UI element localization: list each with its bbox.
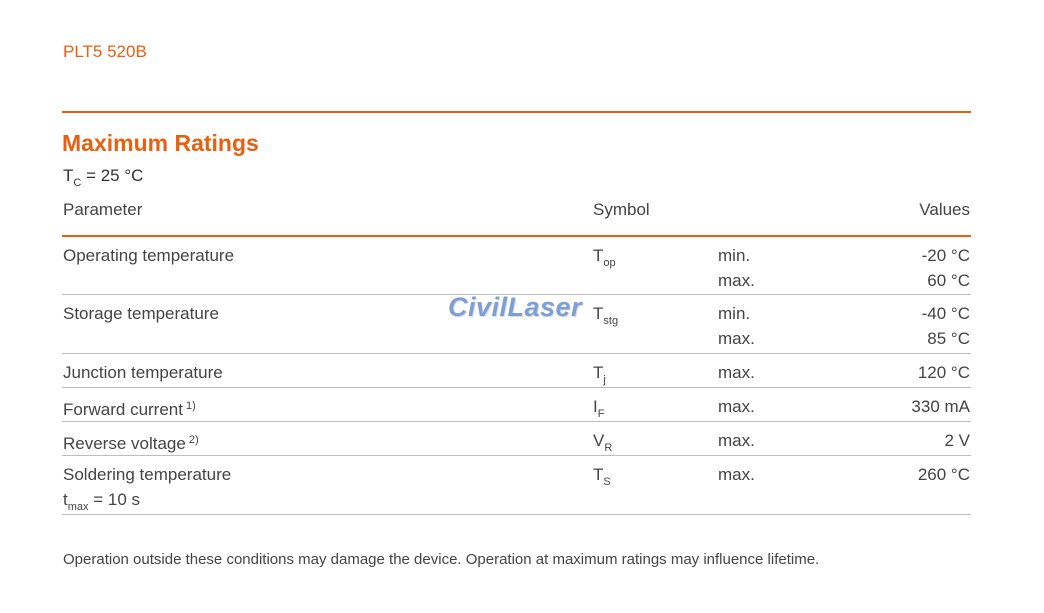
- limit-cell: max.: [718, 363, 755, 382]
- parameter-cell: Operating temperature: [63, 246, 235, 265]
- section-title: Maximum Ratings: [62, 130, 259, 156]
- value-cell: -40 °C 85 °C: [921, 304, 970, 348]
- test-condition: [63, 166, 144, 189]
- condition-symbol: T: [63, 166, 74, 185]
- symbol-cell: $T_j$: [593, 363, 606, 386]
- parameter-cell: Storage temperature: [63, 304, 219, 323]
- value-cell: 2 V: [944, 431, 970, 450]
- limit-cell: max.: [718, 397, 755, 416]
- condition-subscript: C: [73, 177, 82, 189]
- condition-value: = 25 °C: [81, 166, 144, 185]
- limit-cell: min. max.: [718, 246, 755, 290]
- table-header: [62, 195, 971, 237]
- parameter-condition: $t_{max} = 10$ s: [63, 490, 141, 513]
- watermark-logo: CivilLaser: [448, 292, 583, 322]
- symbol-cell: $T_{stg}$: [593, 304, 619, 327]
- footnote-marker: 1): [185, 400, 196, 412]
- column-header-values: Values: [919, 200, 970, 219]
- symbol-cell: $V_R$: [593, 431, 613, 454]
- symbol-cell: $T_{op}$: [593, 246, 616, 269]
- limit-cell: max.: [718, 465, 755, 484]
- parameter-cell: Junction temperature: [63, 363, 223, 382]
- column-header-parameter: Parameter: [63, 200, 143, 219]
- footnote-text: Operation outside these conditions may damage the device. Operation at maximum ratings may influence lifetime.: [63, 551, 820, 568]
- table-row: [62, 388, 971, 422]
- product-name: PLT5 520B: [63, 42, 147, 61]
- parameter-cell: Soldering temperature $t_{max} = 10$ s: [63, 465, 232, 513]
- table-row: [62, 354, 971, 388]
- limit-cell: max.: [718, 431, 755, 450]
- value-cell: 260 °C: [917, 465, 970, 484]
- value-cell: 330 mA: [911, 397, 970, 416]
- limit-cell: min. max.: [718, 304, 755, 348]
- symbol-cell: $T_S$: [593, 465, 611, 488]
- value-cell: -20 °C 60 °C: [921, 246, 970, 290]
- table-row: [62, 237, 971, 295]
- header-divider: [62, 111, 971, 113]
- parameter-cell: Reverse voltage $^{2)}$: [63, 434, 199, 453]
- table-row: [62, 456, 971, 515]
- parameter-cell: Forward current $^{1)}$: [63, 400, 196, 419]
- value-cell: 120 °C: [917, 363, 970, 382]
- table-row: [62, 422, 971, 456]
- footnote-marker: 2): [188, 434, 199, 446]
- column-header-symbol: Symbol: [593, 200, 650, 219]
- ratings-table: [62, 195, 971, 515]
- symbol-cell: $I_F$: [593, 397, 605, 420]
